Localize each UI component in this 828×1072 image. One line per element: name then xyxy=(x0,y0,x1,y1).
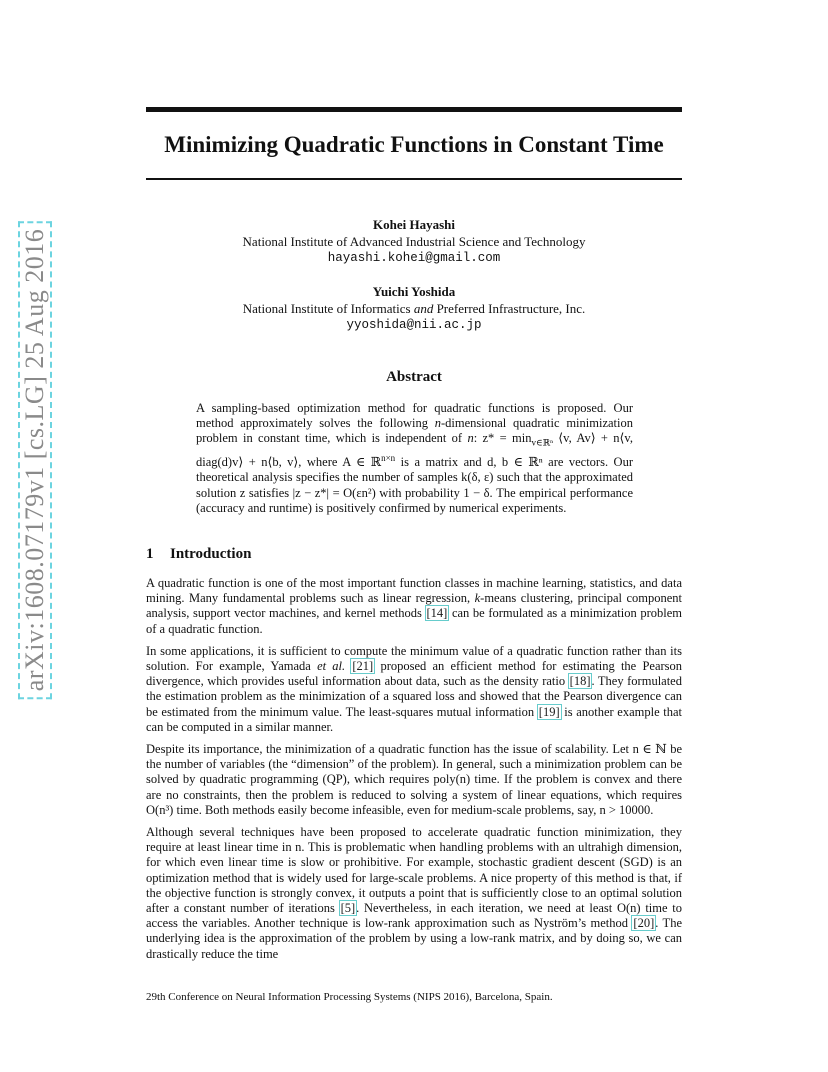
paper-title: Minimizing Quadratic Functions in Constant Time xyxy=(164,132,664,157)
paragraph-2: In some applications, it is sufficient to compute the minimum value of a quadratic function rather than its solution. For example, Yamada et al. [21] proposed an efficient method for estimating the Pearson divergence, which provides useful information about data, such as the density ratio [18]. They formulated the estimation problem as the minimization of a squared loss and showed that the Pearson divergence can be estimated from the minimum value. The least-squares mutual information [19] is another example that can be computed in a similar manner. xyxy=(146,643,683,734)
author-1-name: Kohei Hayashi xyxy=(373,217,455,232)
abstract-heading: Abstract xyxy=(386,369,442,385)
title-rule-bottom xyxy=(146,178,682,180)
citation-21[interactable]: [21] xyxy=(352,659,374,674)
introduction-body xyxy=(146,576,682,969)
author-2-name: Yuichi Yoshida xyxy=(372,284,456,299)
paragraph-4: Although several techniques have been proposed to accelerate quadratic function minimization, they require at least linear time in n. This is problematic when handling problems with an ultrahigh dimension, for which even linear time is slow or prohibitive. For example, stochastic gradient descent (SGD) is an optimization method that is widely used for large-scale problems. A nice property of this method is that, if the objective function is strongly convex, it outputs a point that is sufficiently close to an optimal solution after a constant number of iterations [5]. Nevertheless, in each iteration, we need at least O(n) time to access the variables. Another technique is low-rank approximation such as Nyström’s method [20]. The underlying idea is the approximation of the problem by using a low-rank matrix, and by doing so, we can drastically reduce the time xyxy=(146,825,682,961)
citation-18[interactable]: [18] xyxy=(569,674,591,689)
conference-footer: 29th Conference on Neural Information Processing Systems (NIPS 2016), Barcelona, Spain. xyxy=(146,991,553,1003)
author-1-affiliation: National Institute of Advanced Industrial Science and Technology xyxy=(242,233,586,249)
section-title: Introduction xyxy=(170,546,252,562)
paragraph-1: A quadratic function is one of the most important function classes in machine learning, statistics, and data mining. Many fundamental problems such as linear regression, k-means clustering, principal component analysis, support vector machines, and kernel methods [14] can be formulated as a minimization problem of a quadratic function. xyxy=(146,576,683,636)
author-1-email[interactable]: hayashi.kohei@gmail.com xyxy=(327,251,501,265)
title-rule-top xyxy=(146,107,682,112)
citation-20[interactable]: [20] xyxy=(633,916,655,931)
arxiv-sidebar xyxy=(18,228,52,692)
citation-19[interactable]: [19] xyxy=(538,704,560,719)
paragraph-3: Despite its importance, the minimization of a quadratic function has the issue of scalability. Let n ∈ ℕ be the number of variables (the “dimension” of the problem). In general, such a minimization problem can be solved by quadratic programming (QP), which requires poly(n) time. If the problem is convex and there are no constraints, then the problem is reduced to solving a system of linear equations, which requires O(n³) time. Both methods easily become infeasible, even for medium-scale problems, say, n > 10000. xyxy=(146,742,682,817)
author-2-affiliation: National Institute of Informatics and Preferred Infrastructure, Inc. xyxy=(242,300,586,316)
section-heading-introduction xyxy=(146,545,251,563)
author-2 xyxy=(146,284,682,334)
citation-5[interactable]: [5] xyxy=(340,901,356,916)
author-2-email[interactable]: yyoshida@nii.ac.jp xyxy=(346,318,482,332)
abstract-text: A sampling-based optimization method for quadratic functions is proposed. Our method approximately solves the following n-dimensional quadratic minimization problem in constant time, which is independent of n: $z* = \min_{v\in ℝ^n}$ ⟨v, Av⟩ + n⟨v, diag(d)v⟩ + n⟨b, v⟩, where A ∈ ℝ$^{n\times n}$ is a matrix and d, b ∈ ℝⁿ are vectors. Our theoretical analysis specifies the number of samples k(δ, ε) such that the approximated solution z satisfies |z − z*| = O(εn²) with probability 1 − δ. The empirical performance (accuracy and runtime) is positively confirmed by numerical experiments. xyxy=(196,401,633,515)
arxiv-identifier[interactable]: arXiv:1608.07179v1 [cs.LG] 25 Aug 2016 xyxy=(18,221,52,699)
author-1 xyxy=(146,217,682,267)
section-number: 1 xyxy=(146,546,154,562)
citation-14[interactable]: [14] xyxy=(426,606,448,621)
